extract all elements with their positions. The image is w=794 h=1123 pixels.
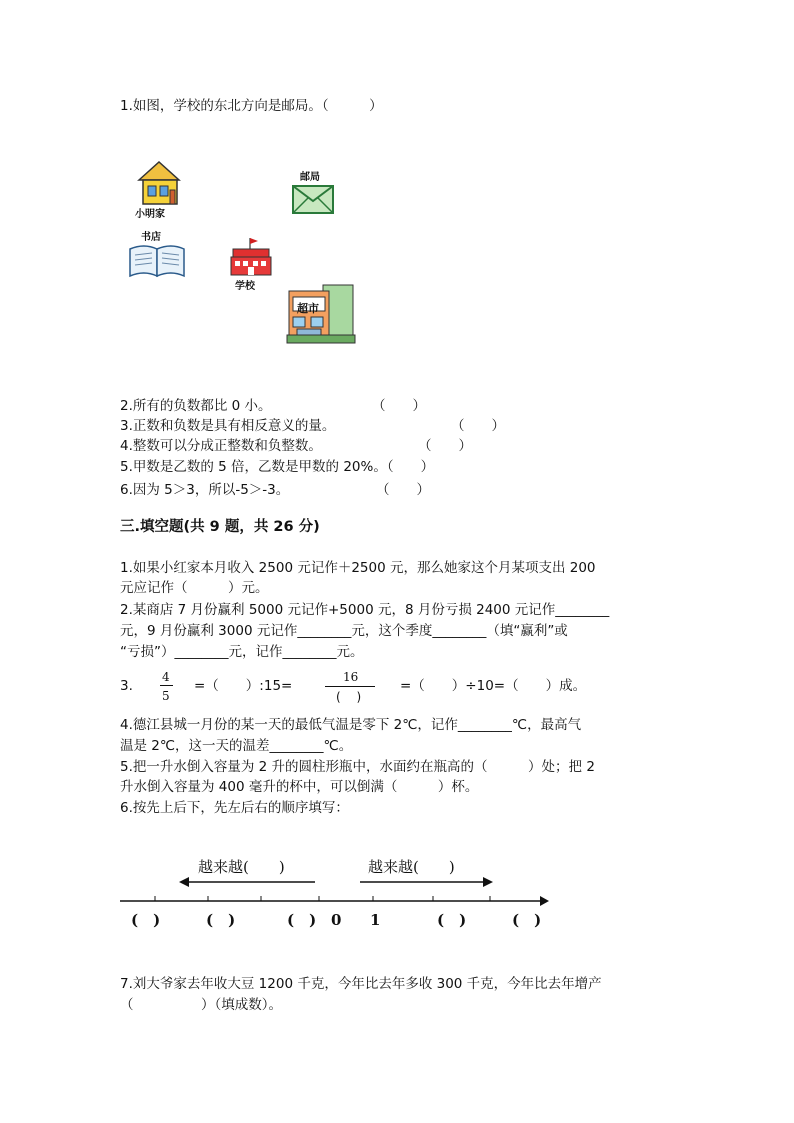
one-label: 1	[370, 911, 381, 929]
section-3-heading: 三.填空题(共 9 题，共 26 分)	[120, 519, 320, 535]
left-arrow-label: 越来越( )	[198, 858, 285, 876]
fill-5-line1: 5.把一升水倒入容量为 2 升的圆柱形瓶中，水面约在瓶高的（ ）处；把 2	[120, 759, 595, 775]
judge-6: 6.因为 5＞3，所以-5＞-3。	[120, 482, 290, 498]
judge-3: 3.正数和负数是具有相反意义的量。	[120, 418, 336, 434]
fill-4-line2: 温是 2℃，这一天的温差________℃。	[120, 738, 353, 754]
blank-3: ( )	[287, 911, 317, 929]
blank-4: ( )	[437, 911, 467, 929]
post-label: 邮局	[300, 172, 320, 183]
fraction-2-denominator: ( )	[336, 690, 362, 704]
judge-4: 4.整数可以分成正整数和负整数。	[120, 438, 322, 454]
school-label: 学校	[235, 281, 255, 292]
direction-map	[125, 155, 365, 355]
fill-3-part1: =（ ）:15=	[194, 678, 293, 694]
judge-3-paren: （ ）	[451, 418, 505, 434]
house-icon	[135, 160, 185, 206]
fill-2-line3: “亏损”）________元，记作________元。	[120, 644, 364, 660]
market-label: 超市	[297, 302, 319, 315]
supermarket-icon	[285, 283, 357, 345]
fill-1-line2: 元应记作（ ）元。	[120, 580, 269, 596]
home-label: 小明家	[135, 209, 165, 220]
zero-label: 0	[331, 911, 342, 929]
fill-7-line2: （ ）（填成数）。	[120, 997, 282, 1013]
right-arrow-label: 越来越( )	[368, 858, 455, 876]
fill-3-part2: =（ ）÷10=（ ）成。	[400, 678, 587, 694]
judge-6-paren: （ ）	[376, 482, 430, 498]
fraction-2-numerator: 16	[343, 670, 359, 684]
question-1: 1.如图，学校的东北方向是邮局。（ ）	[120, 98, 383, 114]
book-label: 书店	[141, 232, 161, 243]
book-icon	[128, 243, 188, 279]
judge-2: 2.所有的负数都比 0 小。	[120, 398, 272, 414]
envelope-icon	[292, 185, 336, 215]
fill-3-number: 3.	[120, 678, 133, 694]
fill-4-line1: 4.德江县城一月份的某一天的最低气温是零下 2℃，记作________℃，最高气	[120, 717, 582, 733]
judge-4-paren: （ ）	[418, 438, 472, 454]
fraction-1-denominator: 5	[162, 689, 170, 703]
school-icon	[229, 237, 275, 279]
blank-1: ( )	[131, 911, 161, 929]
blank-2: ( )	[206, 911, 236, 929]
fill-7-line1: 7.刘大爷家去年收大豆 1200 千克，今年比去年多收 300 千克，今年比去年增产	[120, 976, 602, 992]
judge-2-paren: （ ）	[372, 398, 426, 414]
fill-2-line1: 2.某商店 7 月份赢利 5000 元记作+5000 元，8 月份亏损 2400 元记作________	[120, 602, 610, 618]
fraction-1-numerator: 4	[162, 670, 170, 684]
fill-5-line2: 升水倒入容量为 400 毫升的杯中，可以倒满（ ）杯。	[120, 779, 479, 795]
fill-2-line2: 元，9 月份赢利 3000 元记作________元，这个季度________（填“赢利”或	[120, 623, 568, 639]
judge-5: 5.甲数是乙数的 5 倍，乙数是甲数的 20%。（ ）	[120, 459, 435, 475]
blank-5: ( )	[512, 911, 542, 929]
fill-6: 6.按先上后下，先左后右的顺序填写：	[120, 800, 349, 816]
fill-1-line1: 1.如果小红家本月收入 2500 元记作＋2500 元，那么她家这个月某项支出 200	[120, 560, 596, 576]
